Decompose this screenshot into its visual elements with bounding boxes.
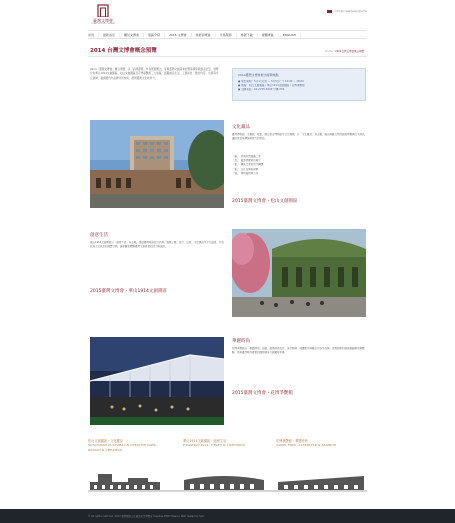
top-links: [327, 9, 367, 13]
venue-skyline-illustration: [88, 470, 367, 492]
email-link[interactable]: info@creativeexpo.tw: [334, 9, 367, 13]
venue-en: HUASHAN 1914 - CRAFT & LICENSING: [183, 443, 246, 447]
bullet-item: 「展」：博物館跨界合作: [232, 171, 259, 175]
venue-songshan[interactable]: [88, 438, 178, 453]
nav-item-trade[interactable]: 交易服務: [216, 33, 237, 37]
breadcrumb-current: 2014台灣文博會概念預覽: [335, 50, 364, 53]
section-bullets-culture: [232, 155, 367, 176]
mail-icon: [327, 10, 332, 13]
bullet-item: 「藏」：重現珍貴館藏之美: [232, 155, 261, 158]
site-logo[interactable]: [86, 4, 120, 28]
venue-en: TAIPEI EXPO - LIFESTYLE & FASHION: [276, 443, 337, 447]
bullet-item: 「新」：文化品牌新視野: [232, 167, 259, 171]
expo-photo: [90, 337, 224, 425]
venue-en: SONGSHAN CULTURAL & CREATIVE PARK -: [88, 443, 158, 447]
caption-expo[interactable]: [232, 390, 293, 396]
caption-huashan[interactable]: [90, 288, 167, 294]
section-body-fashion: 花博爭艷館以「華麗時尚」為題，匯集時尚設計、流行服飾、珠寶配件與數位內容等品牌，透過創新的展場規劃與互動體驗，呈現臺灣時尚產業的國際競爭力與獨特美學。: [232, 347, 365, 355]
title-divider: [88, 56, 367, 57]
nav-item-media[interactable]: 媒體專區: [258, 33, 279, 37]
caption-text: 2015臺灣文博會・花博爭艷館: [232, 391, 293, 396]
huashan-photo: [232, 229, 366, 317]
venue-expo[interactable]: [276, 438, 366, 448]
top-bar: [0, 0, 455, 30]
bullet-item: 「品」：創意授權商品展示: [232, 159, 261, 163]
nav-item-exhibitors[interactable]: 參展商專區: [192, 33, 216, 37]
notice-box: [232, 68, 366, 101]
footer-bar: [0, 509, 455, 523]
venue-cn: 松山文創園區｜文化藏品: [88, 439, 124, 443]
breadcrumb-home[interactable]: Home: [325, 50, 333, 53]
caption-text: 2015臺灣文博會・松山文創園區: [232, 199, 298, 204]
nav-item-download[interactable]: 參展下載: [237, 33, 258, 37]
venue-huashan[interactable]: [183, 438, 273, 448]
section-title-life: 創意生活: [90, 233, 108, 238]
copyright-text: © All rights reserved. 2014 臺灣國際文化創意產業博覽會 Creative EXPO Taiwan. Web design by SLO: [88, 515, 204, 518]
songshan-photo: [90, 120, 224, 208]
section-body-culture: 臺灣博物館、文藝館、故宮、國立歷史博物館等文化機構，以「文化藏品」為主題，展出典藏文物的創意授權與衍生商品，讓民眾看見傳統與當代的對話。: [232, 133, 368, 141]
caption-songshan[interactable]: [232, 198, 297, 204]
notice-title: 2014臺灣文博會展出時間地點: [238, 73, 279, 77]
section-title-culture: 文化藏品: [232, 125, 250, 130]
nav-item-english[interactable]: ENGLISH: [279, 33, 301, 37]
bullet-item: 「創」：傳統元素的當代轉譯: [232, 163, 264, 167]
nav-item-zones[interactable]: 展區介紹: [144, 33, 165, 37]
nav-item-expo-2015[interactable]: 2015 文博會: [165, 33, 192, 37]
logo-subtext: CREATIVE EXPO TAIWAN: [90, 23, 116, 25]
caption-text: 2015臺灣文博會・華山1914文創園區: [90, 289, 167, 294]
intro-text: 2014「臺灣文博會」概念預覽，以「品牌臺灣」作為策展概念，呈現臺灣文創產業的豐富樣貌與創意能量。展覽分為華山1914文創園區、松山文創園區及花博爭艷館三大展區，涵蓋創意生活、工藝設計、數位內容、出版等多元領域，邀請國內外品牌共同參與，展現臺灣文化軟實力。: [90, 68, 219, 80]
venue-cn: 華山1914文創園區｜創意生活: [183, 439, 227, 443]
notice-line: ● 展出期間：5月1日(四) ~ 5月5日(一) 10:00 ~ 18:00: [238, 80, 304, 83]
notice-line: ● 地點：松山文創園區 / 華山1914文創園區 / 花博爭艷館: [238, 84, 305, 88]
nav-item-about[interactable]: 關於文博會: [120, 33, 144, 37]
logo-mark-icon: [97, 4, 109, 17]
nav-item-home[interactable]: 首頁: [88, 33, 99, 37]
section-title-fashion: 華麗時尚: [232, 339, 250, 344]
section-body-life: 華山1914文創園區以「創意生活」為主軸，集結臺灣原創設計品牌，展現工藝、設計、出版、生活風格等多元創意，打造充滿人文氣息的展覽空間，讓參觀者體驗臺灣文創產業的活力與溫度。: [90, 241, 224, 249]
page-title: 2014 台灣文博會概念預覽: [90, 48, 157, 54]
breadcrumb: Home / 2014台灣文博會概念預覽: [325, 50, 364, 53]
venue-en: DESIGN & CREATION: [88, 448, 123, 452]
logo-text: 臺灣文博會: [93, 18, 113, 23]
nav-item-news[interactable]: 最新消息: [99, 33, 120, 37]
venue-cn: 花博爭艷館｜華麗時尚: [276, 439, 308, 443]
notice-line: ● 洽詢電話：02-2745-8199 分機 239: [238, 88, 285, 92]
main-nav: [88, 30, 367, 39]
